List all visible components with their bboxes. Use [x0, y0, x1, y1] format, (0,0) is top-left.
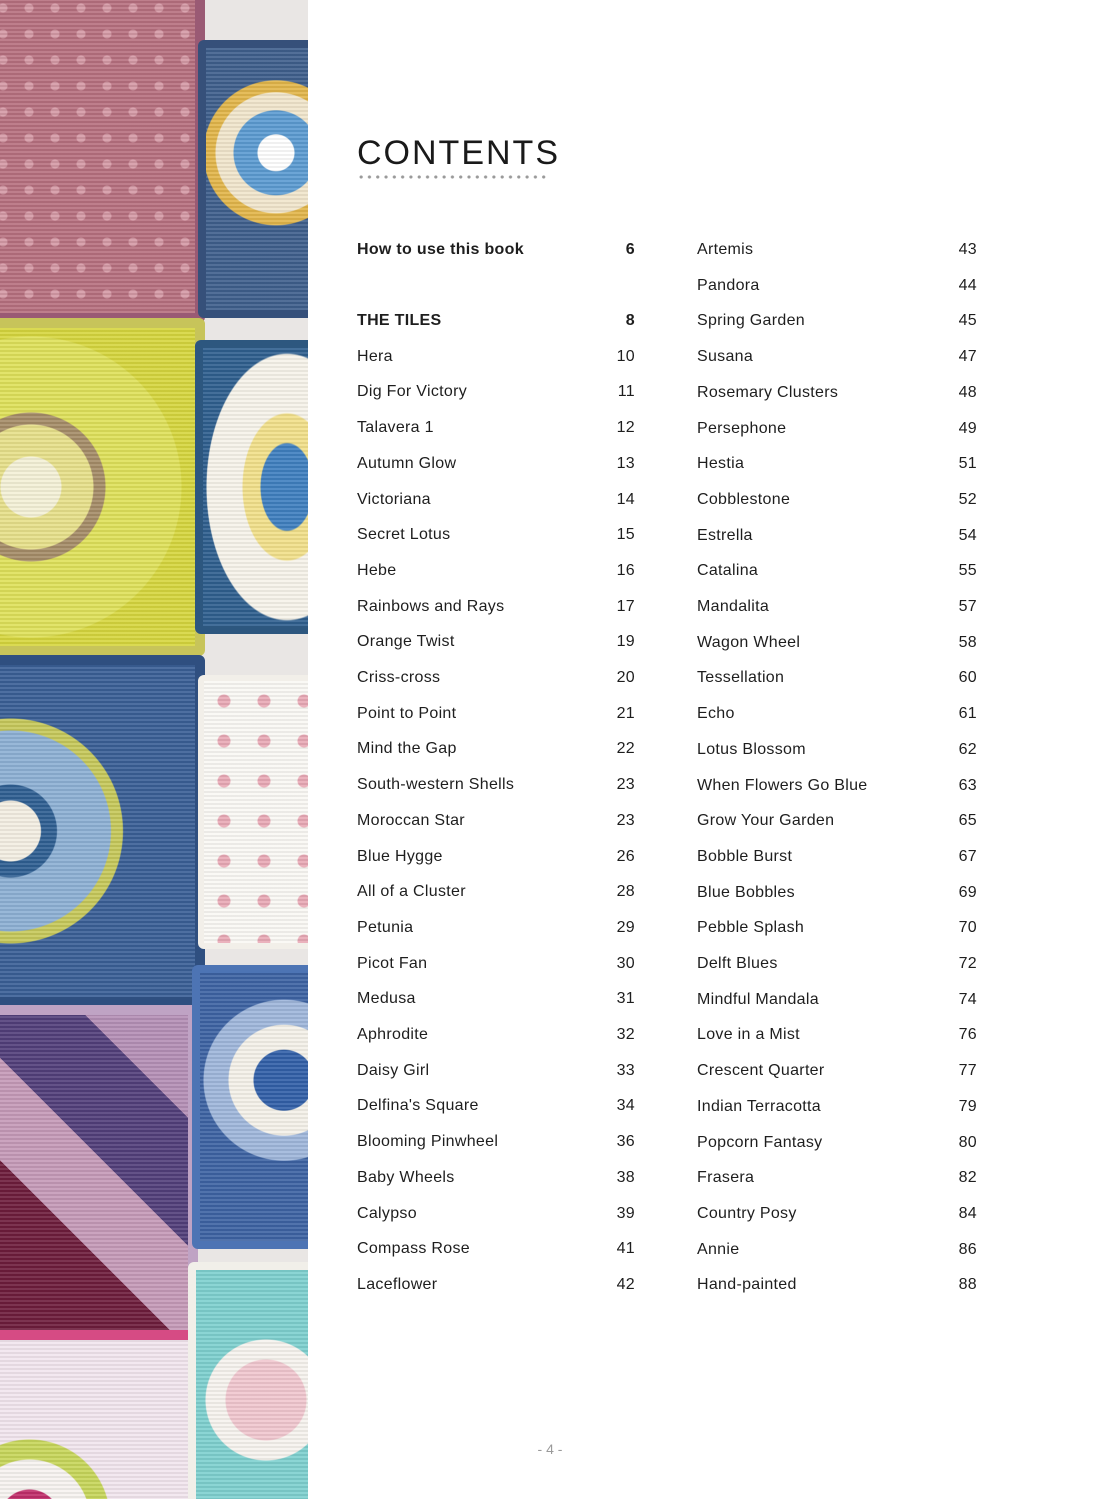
toc-entry-page: 65 — [958, 812, 977, 829]
toc-entry-page: 51 — [958, 455, 977, 472]
toc-entry[interactable] — [697, 774, 977, 798]
toc-entry[interactable] — [697, 988, 977, 1012]
toc-entry-page: 42 — [616, 1276, 635, 1293]
toc-entry-title: Secret Lotus — [357, 526, 451, 543]
toc-entry-page: 79 — [958, 1098, 977, 1115]
toc-entry[interactable] — [357, 916, 635, 940]
toc-entry[interactable] — [697, 1202, 977, 1226]
toc-entry-title: Point to Point — [357, 705, 457, 722]
toc-entry[interactable] — [357, 380, 635, 404]
toc-entry[interactable] — [697, 1166, 977, 1190]
toc-entry-page: 12 — [616, 419, 635, 436]
toc-entry-page: 60 — [958, 669, 977, 686]
toc-entry[interactable] — [357, 880, 635, 904]
toc-entry[interactable] — [697, 1059, 977, 1083]
toc-entry-page: 38 — [616, 1169, 635, 1186]
toc-entry-title: Rosemary Clusters — [697, 384, 839, 401]
toc-entry-title: Mandalita — [697, 598, 770, 615]
toc-entry-page: 13 — [616, 455, 635, 472]
toc-entry-title: Wagon Wheel — [697, 634, 801, 651]
toc-entry-page: 58 — [958, 634, 977, 651]
toc-entry[interactable] — [357, 952, 635, 976]
toc-entry[interactable] — [697, 809, 977, 833]
toc-entry-title: Artemis — [697, 241, 754, 258]
toc-entry-page: 80 — [958, 1134, 977, 1151]
toc-entry-title: Delfina's Square — [357, 1097, 479, 1114]
toc-entry-title: Echo — [697, 705, 735, 722]
toc-entry-title: Medusa — [357, 990, 416, 1007]
toc-entry[interactable] — [697, 952, 977, 976]
toc-entry-page: 17 — [616, 598, 635, 615]
toc-entry-page: 41 — [616, 1240, 635, 1257]
toc-entry[interactable] — [697, 702, 977, 726]
toc-entry[interactable] — [357, 987, 635, 1011]
toc-entry-title: Blue Hygge — [357, 848, 443, 865]
toc-entry-title: Hebe — [357, 562, 397, 579]
toc-entry[interactable] — [357, 809, 635, 833]
toc-entry-title: Spring Garden — [697, 312, 805, 329]
toc-entry-page: 72 — [958, 955, 977, 972]
toc-entry[interactable] — [697, 845, 977, 869]
toc-entry[interactable] — [357, 1094, 635, 1118]
toc-entry-page: 32 — [616, 1026, 635, 1043]
toc-entry[interactable] — [357, 238, 635, 262]
toc-entry[interactable] — [697, 881, 977, 905]
toc-entry[interactable] — [697, 417, 977, 441]
toc-entry-page: 57 — [958, 598, 977, 615]
toc-entry-title: Hera — [357, 348, 393, 365]
toc-entry-page: 15 — [616, 526, 635, 543]
toc-entry[interactable] — [357, 1202, 635, 1226]
toc-entry-title: Persephone — [697, 420, 787, 437]
toc-entry[interactable] — [357, 559, 635, 583]
toc-entry-title: Baby Wheels — [357, 1169, 455, 1186]
toc-entry[interactable] — [697, 738, 977, 762]
toc-entry-page: 19 — [616, 633, 635, 650]
toc-entry-page: 69 — [958, 884, 977, 901]
toc-entry-page: 62 — [958, 741, 977, 758]
toc-entry-page: 77 — [958, 1062, 977, 1079]
toc-entry-page: 29 — [616, 919, 635, 936]
crochet-tile-blue-flower — [198, 40, 308, 318]
toc-entry-page: 14 — [616, 491, 635, 508]
toc-entry[interactable] — [697, 274, 977, 298]
toc-entry[interactable] — [357, 737, 635, 761]
crochet-tile-blue-star — [0, 655, 205, 1007]
toc-entry[interactable] — [357, 1237, 635, 1261]
toc-entry-page: 45 — [958, 312, 977, 329]
toc-entry-title: Love in a Mist — [697, 1026, 800, 1043]
toc-entry[interactable] — [357, 345, 635, 369]
toc-entry[interactable] — [697, 559, 977, 583]
toc-entry[interactable] — [357, 309, 635, 333]
toc-entry[interactable] — [697, 1023, 977, 1047]
toc-entry-page: 43 — [958, 241, 977, 258]
crochet-tile-blue-star-2 — [192, 965, 308, 1249]
toc-entry-title: Catalina — [697, 562, 759, 579]
toc-entry-title: Country Posy — [697, 1205, 797, 1222]
toc-entry-page: 63 — [958, 777, 977, 794]
toc-entry-title: Bobble Burst — [697, 848, 793, 865]
toc-entry-title: Autumn Glow — [357, 455, 457, 472]
toc-entry-title: How to use this book — [357, 241, 524, 258]
toc-entry[interactable] — [357, 416, 635, 440]
toc-entry-title: Grow Your Garden — [697, 812, 835, 829]
toc-entry-page: 47 — [958, 348, 977, 365]
toc-entry-page: 48 — [958, 384, 977, 401]
toc-entry-title: THE TILES — [357, 312, 442, 329]
toc-entry-page: 88 — [958, 1276, 977, 1293]
toc-entry-title: Crescent Quarter — [697, 1062, 825, 1079]
toc-entry-title: South-western Shells — [357, 776, 515, 793]
toc-entry[interactable] — [357, 488, 635, 512]
toc-entry-page: 82 — [958, 1169, 977, 1186]
toc-entry-page: 33 — [616, 1062, 635, 1079]
toc-entry-title: Lotus Blossom — [697, 741, 806, 758]
toc-entry-page: 22 — [616, 740, 635, 757]
toc-entry-title: Popcorn Fantasy — [697, 1134, 823, 1151]
toc-entry-page: 31 — [616, 990, 635, 1007]
toc-entry-title: Indian Terracotta — [697, 1098, 821, 1115]
crochet-tiles-photo — [0, 0, 308, 1499]
toc-entry-title: Frasera — [697, 1169, 755, 1186]
toc-entry[interactable] — [697, 309, 977, 333]
toc-entry-title: Mindful Mandala — [697, 991, 819, 1008]
toc-entry[interactable] — [357, 1273, 635, 1297]
crochet-tile-blue-mandala — [195, 340, 308, 634]
toc-entry[interactable] — [357, 702, 635, 726]
toc-entry-page: 20 — [616, 669, 635, 686]
toc-entry[interactable] — [697, 488, 977, 512]
toc-entry-title: Petunia — [357, 919, 414, 936]
toc-entry-title: Orange Twist — [357, 633, 455, 650]
toc-entry-title: Pandora — [697, 277, 760, 294]
toc-entry[interactable] — [357, 1130, 635, 1154]
toc-entry-title: Delft Blues — [697, 955, 778, 972]
toc-entry[interactable] — [357, 1023, 635, 1047]
toc-entry[interactable] — [697, 595, 977, 619]
toc-entry-title: Hand-painted — [697, 1276, 797, 1293]
toc-entry-page: 70 — [958, 919, 977, 936]
title-dotted-rule — [357, 175, 547, 179]
crochet-tile-purple-tapestry — [0, 1005, 198, 1340]
toc-entry-title: Hestia — [697, 455, 745, 472]
toc-entry-title: Picot Fan — [357, 955, 428, 972]
toc-entry-title: Victoriana — [357, 491, 431, 508]
toc-entry[interactable] — [357, 523, 635, 547]
toc-entry-page: 34 — [616, 1097, 635, 1114]
toc-entry-page: 21 — [616, 705, 635, 722]
toc-entry[interactable] — [697, 345, 977, 369]
toc-entry-page: 39 — [616, 1205, 635, 1222]
crochet-tile-pink-bobble — [0, 0, 205, 323]
toc-entry-page: 36 — [616, 1133, 635, 1150]
toc-entry-page: 10 — [616, 348, 635, 365]
toc-entry[interactable] — [697, 1273, 977, 1297]
toc-entry-title: Tessellation — [697, 669, 785, 686]
toc-entry[interactable] — [697, 916, 977, 940]
toc-entry[interactable] — [697, 381, 977, 405]
toc-entry-title: Blue Bobbles — [697, 884, 795, 901]
toc-entry-title: Pebble Splash — [697, 919, 805, 936]
page-title: CONTENTS — [357, 134, 560, 172]
toc-entry-title: Moroccan Star — [357, 812, 465, 829]
toc-entry-title: Dig For Victory — [357, 383, 468, 400]
toc-entry-page: 52 — [958, 491, 977, 508]
crochet-tile-pink-picot — [0, 1330, 198, 1499]
toc-entry[interactable] — [697, 631, 977, 655]
toc-entry-page: 55 — [958, 562, 977, 579]
toc-entry-page: 28 — [616, 883, 635, 900]
toc-entry-page: 84 — [958, 1205, 977, 1222]
toc-entry[interactable] — [697, 1238, 977, 1262]
toc-entry[interactable] — [357, 452, 635, 476]
toc-entry-page: 67 — [958, 848, 977, 865]
toc-entry[interactable] — [697, 452, 977, 476]
toc-entry-page: 54 — [958, 527, 977, 544]
toc-entry-page: 74 — [958, 991, 977, 1008]
toc-entry-title: Blooming Pinwheel — [357, 1133, 499, 1150]
toc-entry-page: 44 — [958, 277, 977, 294]
toc-entry-title: Susana — [697, 348, 754, 365]
toc-entry-title: Mind the Gap — [357, 740, 457, 757]
page-number: - 4 - — [537, 1441, 563, 1457]
toc-entry-title: Daisy Girl — [357, 1062, 430, 1079]
toc-entry-page: 86 — [958, 1241, 977, 1258]
toc-entry-title: Annie — [697, 1241, 740, 1258]
toc-entry[interactable] — [357, 1166, 635, 1190]
toc-entry[interactable] — [357, 666, 635, 690]
toc-entry-title: Rainbows and Rays — [357, 598, 505, 615]
toc-entry[interactable] — [357, 845, 635, 869]
toc-entry[interactable] — [697, 238, 977, 262]
toc-entry-page: 30 — [616, 955, 635, 972]
toc-entry[interactable] — [697, 524, 977, 548]
toc-entry-title: Talavera 1 — [357, 419, 434, 436]
toc-entry[interactable] — [357, 630, 635, 654]
toc-entry[interactable] — [357, 773, 635, 797]
crochet-tile-aqua-floral — [188, 1262, 308, 1499]
toc-entry-title: When Flowers Go Blue — [697, 777, 868, 794]
toc-entry[interactable] — [357, 1059, 635, 1083]
toc-entry-page: 8 — [625, 312, 635, 329]
toc-entry-page: 61 — [958, 705, 977, 722]
toc-entry[interactable] — [697, 1095, 977, 1119]
toc-entry-page: 49 — [958, 420, 977, 437]
toc-entry-title: Estrella — [697, 527, 753, 544]
toc-entry-page: 16 — [616, 562, 635, 579]
toc-entry-page: 6 — [625, 241, 635, 258]
toc-entry-page: 23 — [616, 812, 635, 829]
toc-entry[interactable] — [697, 1131, 977, 1155]
toc-entry-title: All of a Cluster — [357, 883, 466, 900]
toc-entry-page: 23 — [616, 776, 635, 793]
toc-entry-title: Criss-cross — [357, 669, 441, 686]
crochet-tile-white-bobble — [198, 675, 308, 949]
toc-entry[interactable] — [697, 666, 977, 690]
toc-entry-title: Aphrodite — [357, 1026, 429, 1043]
toc-entry-page: 11 — [617, 383, 635, 400]
toc-entry-title: Cobblestone — [697, 491, 791, 508]
toc-entry-page: 26 — [616, 848, 635, 865]
toc-entry-page: 76 — [958, 1026, 977, 1043]
toc-entry-title: Compass Rose — [357, 1240, 470, 1257]
toc-entry[interactable] — [357, 595, 635, 619]
toc-entry-title: Laceflower — [357, 1276, 438, 1293]
crochet-tile-yellow-circle — [0, 318, 205, 656]
toc-entry-title: Calypso — [357, 1205, 417, 1222]
